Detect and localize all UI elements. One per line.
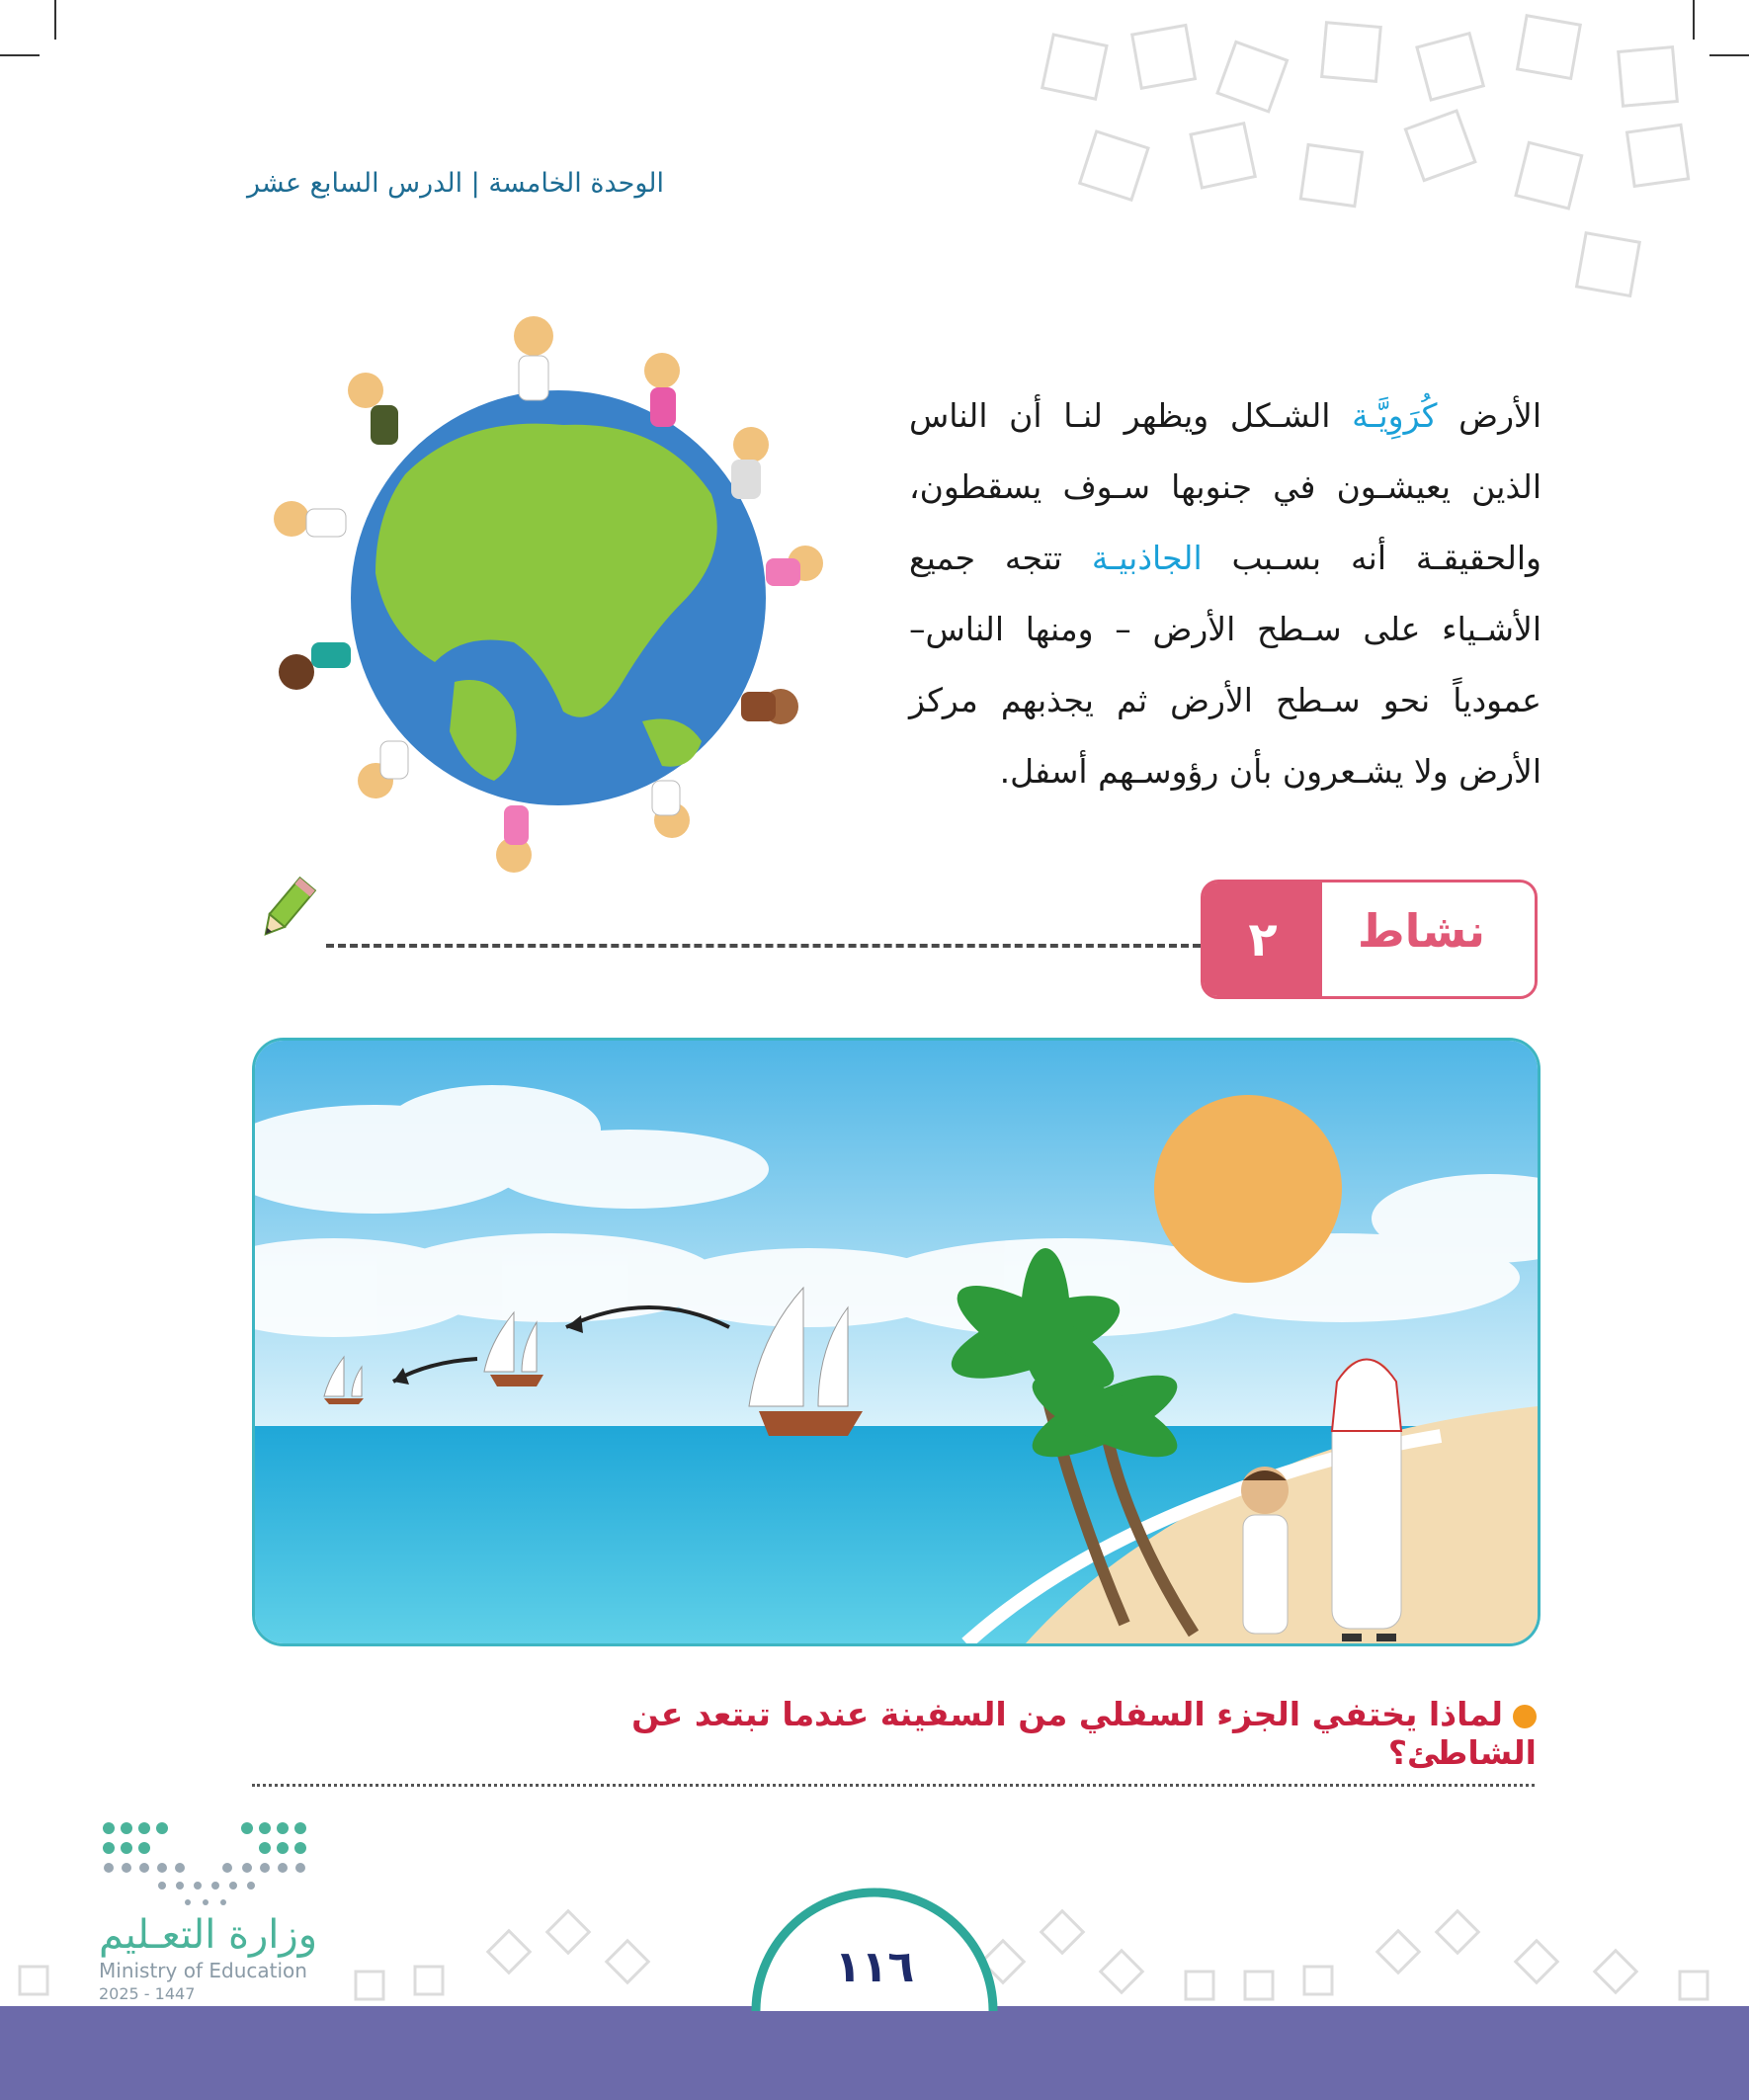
activity-number: ٢	[1204, 882, 1322, 996]
intro-paragraph	[909, 380, 1541, 807]
beach-scene-illustration	[252, 1038, 1541, 1646]
footer-bar	[0, 2006, 1749, 2100]
bullet-icon	[1513, 1705, 1537, 1728]
page-number: ١١٦	[834, 1942, 915, 1992]
pencil-icon	[252, 875, 321, 944]
para-text-2: الشـكل ويظهر لنـا أن الناس الذين يعيشـون في جنوبها سـوف يسقطون، والحقيقـة أنه بسـبب	[909, 396, 1541, 577]
para-text-3: تتجه جميع الأشـياء على سـطح الأرض – ومنها الناس– عمودياً نحو سـطح الأرض ثم يجذبهم مركز الأرض ولا يشـعرون بأن رؤوسـهم أسفل.	[909, 539, 1541, 791]
keyword-spherical: كُرَوِيَّـة	[1352, 396, 1438, 435]
activity-divider	[326, 944, 1201, 948]
beach-scene-art	[255, 1041, 1538, 1643]
para-text-1: الأرض	[1437, 396, 1541, 435]
keyword-gravity: الجاذبيـة	[1091, 539, 1203, 577]
answer-line[interactable]	[252, 1784, 1535, 1787]
activity-badge	[1201, 880, 1538, 999]
globe-illustration	[267, 306, 850, 889]
activity-question	[534, 1695, 1537, 1772]
activity-label: نشاط	[1357, 904, 1485, 958]
ministry-name-ar: وزارة التعـليم	[99, 1912, 318, 1958]
lesson-header: الوحدة الخامسة | الدرس السابع عشر	[247, 168, 665, 199]
decorative-pattern	[1028, 10, 1739, 326]
ministry-name-en: Ministry of Education	[99, 1959, 307, 1982]
question-text: لماذا يختفي الجزء السفلي من السفينة عندما تبتعد عن الشاطئ؟	[631, 1695, 1537, 1772]
edition-year: 2025 - 1447	[99, 1984, 196, 2003]
